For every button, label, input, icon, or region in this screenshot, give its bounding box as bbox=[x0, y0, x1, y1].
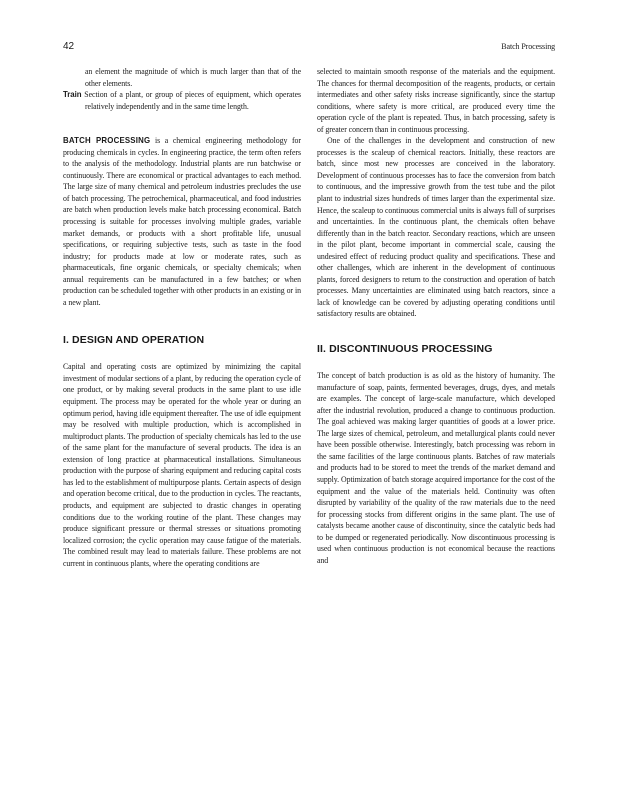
entry-intro-paragraph bbox=[63, 135, 301, 308]
section-heading-discontinuous: II. DISCONTINUOUS PROCESSING bbox=[317, 343, 493, 356]
section-heading-design-operation: I. DESIGN AND OPERATION bbox=[63, 334, 205, 347]
paragraph-safety: selected to maintain smooth response of the materials and the equipment. The chances for thermal decomposition of the reagents, products, or certain intermediates and other safety risks increase significantly, since the startup conditions, where safety is more critical, are produced every time the operation cycle of the plant is repeated. Thus, in batch processing, safety is of greater concern than in continuous processing. bbox=[317, 67, 555, 134]
running-title: Batch Processing bbox=[501, 42, 555, 51]
entry-intro-text: is a chemical engineering methodology for producing chemicals in cycles. In engineering practice, the term often refers to the analysis of the methodology. Industrial plants are run batchwise or continuously. There are economical or practical advantages to each method. The large size of many chemical and petroleum industries precludes the use of batch processing. The petrochemical, pharmaceutical, and food industries are batch when production levels make batch processing economical. Batch processing is suitable for processes involving multiple grades, variable market demands, or products with a short profitable life, unusual specifications, or requiring subjective tests, such as taste in the food industry; for products made at low or moderate rates, such as pharmaceuticals, fine organic chemicals, or specialty chemicals; when annual requirements can be manufactured in a few batches; or when production can be scheduled together with other products in an existing or in a new plant. bbox=[63, 136, 301, 307]
right-column bbox=[317, 66, 555, 566]
paragraph-scaleup: One of the challenges in the development and construction of new processes is the scaleup of chemical reactors. Initially, these reactors are batch, since most new processes are conceived in the laboratory. Development of continuous processes has to face the conversion from batch to continuous, and the impressive growth from the test tube and the pilot plant to industrial sizes hundreds of times larger than the experimental size. Hence, the scaleup to continuous commercial units is always full of surprises and uncertainties. In the continuous plant, the chemicals often behave differently than in the batch reactor. Secondary reactions, which are unseen in the pilot plant, become important in commercial scale, causing the undesired effect of reducing product quality and specifications. These and other challenges, which are inherent in the development of continuous plants, forced designers to return to the construction and operation of batch processes. Many uncertainties are eliminated using batch reactors, since a lack of knowledge can be covered by adjusting operating conditions until satisfactory results are obtained. bbox=[317, 136, 555, 319]
page-header bbox=[63, 41, 555, 55]
glossary-term-train: Train bbox=[63, 90, 82, 100]
entry-lead-term: BATCH PROCESSING bbox=[63, 136, 151, 146]
glossary-continuation: an element the magnitude of which is much larger than that of the other elements. bbox=[85, 67, 301, 88]
section-body-discontinuous: The concept of batch production is as old as the history of humanity. The manufacture of soap, paints, fermented beverages, drugs, dyes, and metals are examples. The concept of large-scale manufacture, which developed after the industrial revolution, produced a change to continuous production. The goal achieved was making larger quantities of goods at a lower price. The large sizes of chemical, petroleum, and metallurgical plants could never have been possible otherwise. Interestingly, batch processing was reborn in the same facilities of the large continuous plants. Batches of raw materials and products had to be stored to meet the trends of the market demand and supply. Optimization of batch storage acquired importance for the cost of the equipment and the value of the materials held. Continuity was often disrupted by variability of the quality of the raw materials due to the need for processing stocks from different origins in the same plant. The use of catalysts became another cause of discontinuity, since the catalytic beds had to be dumped or regenerated periodically. Now discontinuous processing is used when continuous production is not economical because the reactions and bbox=[317, 371, 555, 565]
section-body-design-operation: Capital and operating costs are optimized by minimizing the capital investment of modular sections of a plant, by reducing the operation cycle of one product, or by making several products in the same plant to use idle equipment. The process may be operated for the whole year or during an optimum period, having idle equipment thereafter. The use of idle equipment may be resolved with multiple production, which is accomplished in multiproduct plants. The production of specialty chemicals has led to the use of the same plant for the manufacture of several products. The idea is an extension of long practice at pharmaceutical installations. Simultaneous production with the purpose of sharing equipment and reducing capital costs has led to the establishment of multipurpose plants. Certain aspects of design and operation become critical, due to the production in cycles. The reactants, products, and equipment are subjected to drastic changes in operating conditions due to the working routine of the plant. These changes may produce significant pressure or thermal stresses or situations promoting localized corrosion; the cyclic operation may cause fatigue of the materials. The combined result may lead to materials failure. These problems are not current in continuous plants, where the operating conditions are bbox=[63, 362, 301, 568]
page-number: 42 bbox=[63, 41, 75, 52]
glossary-entry-train bbox=[63, 89, 301, 112]
glossary-definition-train: Section of a plant, or group of pieces of equipment, which operates relatively independently and in the same time length. bbox=[84, 90, 301, 111]
left-column bbox=[63, 66, 301, 569]
